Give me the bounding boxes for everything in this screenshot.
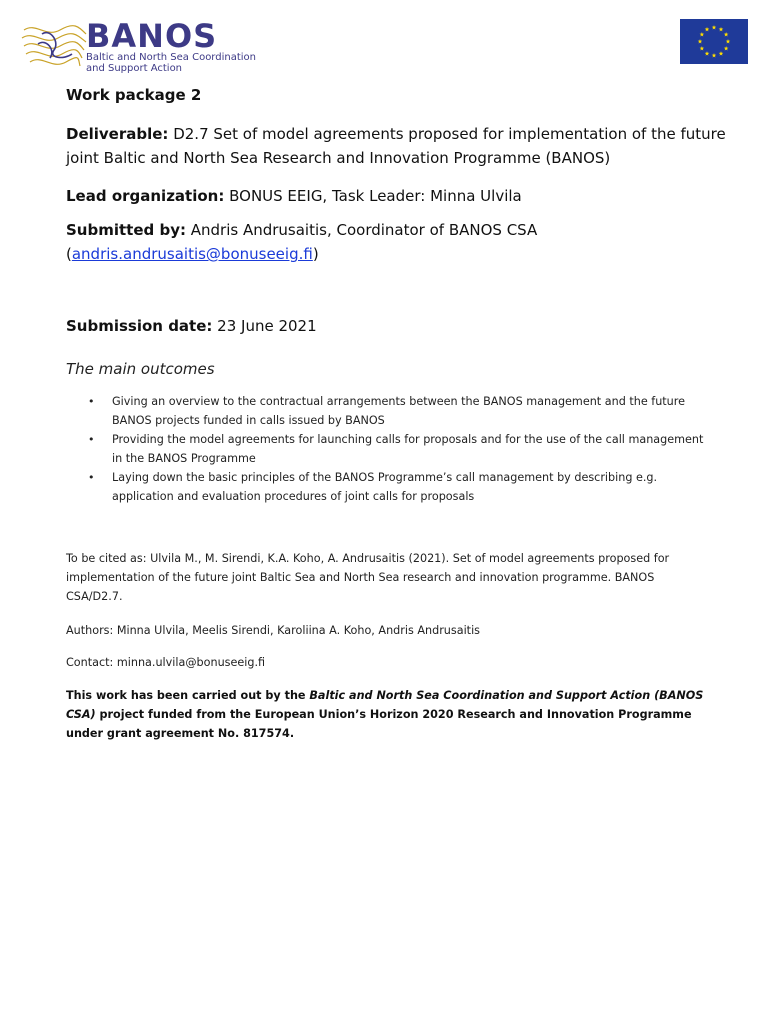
banos-wave-logo-icon: [20, 20, 92, 74]
logo-subtitle-line-2: and Support Action: [86, 63, 183, 74]
authors-text: Authors: Minna Ulvila, Meelis Sirendi, Karoliina A. Koho, Andris Andrusaitis: [66, 624, 481, 637]
submission-date-text: 23 June 2021: [212, 317, 317, 335]
deliverable: [66, 122, 726, 170]
main-outcomes-list: [88, 392, 708, 506]
submission-date: [66, 314, 317, 338]
submitted-by: [66, 218, 726, 266]
bullet-icon: •: [88, 395, 95, 408]
bullet-icon: •: [88, 471, 95, 484]
bullet-icon: •: [88, 433, 95, 446]
submitted-by-text: Andris Andrusaitis, Coordinator of BANOS CSA: [185, 221, 538, 239]
citation-text: To be cited as: Ulvila M., M. Sirendi, K.A. Koho, A. Andrusaitis (2021). Set of model agreements proposed for implementation of the future joint Baltic Sea and North Sea research and innovation programme. BANOS CSA/D2.7.: [66, 552, 670, 603]
funding-statement: [66, 686, 706, 743]
submission-date-label: Submission date:: [66, 317, 213, 335]
lead-organization: [66, 184, 726, 208]
work-package-heading: Work package 2: [66, 86, 202, 104]
main-outcomes-heading: The main outcomes: [66, 360, 215, 378]
funding-prefix: This work has been carried out by the: [66, 689, 310, 702]
funding-project-name: Baltic and North Sea Coordination and Support Action (BANOS CSA): [66, 689, 704, 721]
contact-text: Contact: minna.ulvila@bonuseeig.fi: [66, 656, 266, 669]
email-close-paren: ): [312, 245, 319, 263]
eu-flag-icon: [680, 19, 748, 64]
lead-organization-text: BONUS EEIG, Task Leader: Minna Ulvila: [224, 187, 522, 205]
logo-subtitle-line-1: Baltic and North Sea Coordination: [86, 52, 256, 63]
logo-subtitle: [86, 52, 306, 74]
submitted-by-label: Submitted by:: [66, 221, 186, 239]
list-item-text: Laying down the basic principles of the BANOS Programme’s call management by describing e.g. application and evaluation procedures of joint calls for proposals: [112, 471, 658, 503]
deliverable-label: Deliverable:: [66, 125, 169, 143]
list-item-text: Giving an overview to the contractual arrangements between the BANOS management and the future BANOS projects funded in calls issued by BANOS: [112, 395, 686, 427]
email-open-paren: (: [66, 245, 72, 263]
list-item: [88, 392, 708, 430]
logo-title: BANOS: [86, 17, 218, 55]
coordinator-email-link[interactable]: andris.andrusaitis@bonuseeig.fi: [71, 245, 313, 263]
list-item: [88, 468, 708, 506]
funding-suffix: project funded from the European Union’s Horizon 2020 Research and Innovation Programme under grant agreement No. 817574.: [66, 708, 692, 740]
list-item: [88, 430, 708, 468]
deliverable-text: D2.7 Set of model agreements proposed for implementation of the future joint Baltic and North Sea Research and Innovation Programme (BANOS): [66, 125, 726, 167]
lead-organization-label: Lead organization:: [66, 187, 225, 205]
list-item-text: Providing the model agreements for launching calls for proposals and for the use of the call management in the BANOS Programme: [112, 433, 704, 465]
